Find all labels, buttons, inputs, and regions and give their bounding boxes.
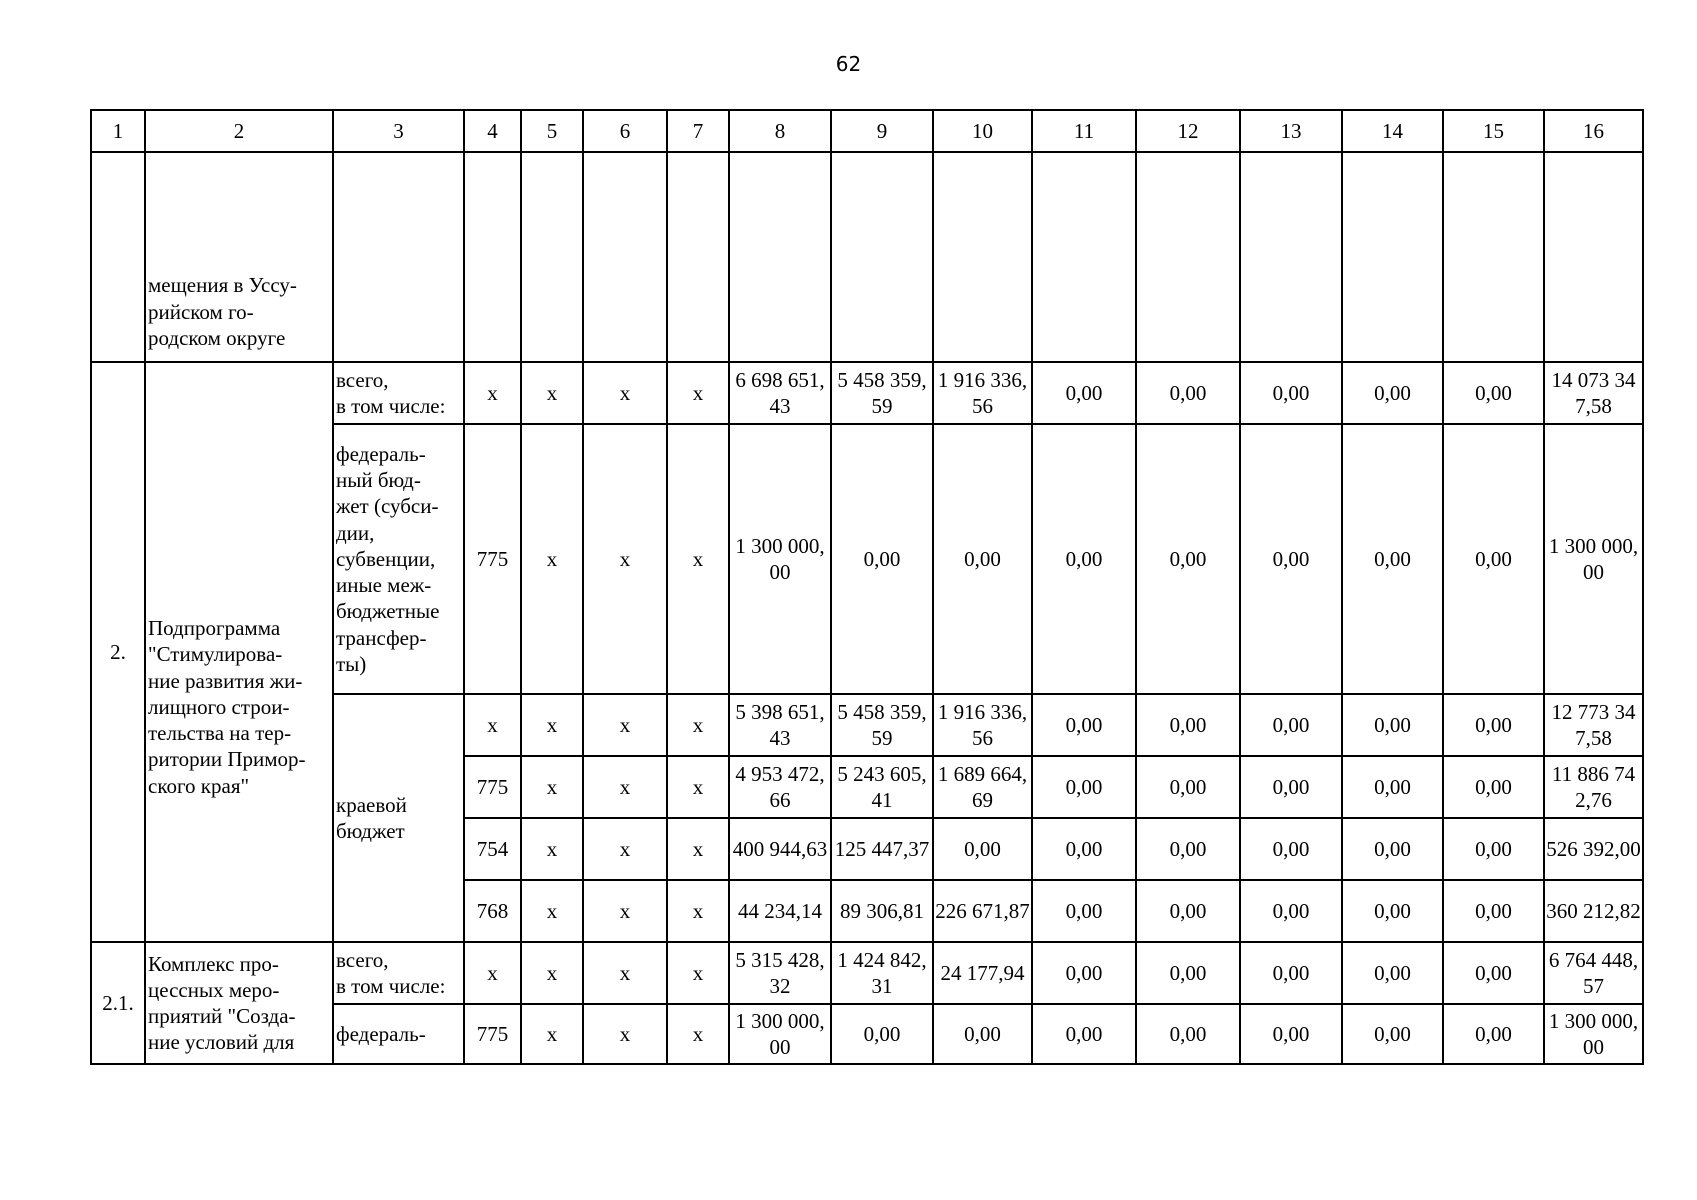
table-cell xyxy=(831,152,933,362)
amount-cell: 0,00 xyxy=(1032,942,1136,1004)
amount-cell: 5 398 651,43 xyxy=(729,694,831,756)
header-cell: 8 xyxy=(729,110,831,152)
table-cell: х xyxy=(521,880,583,942)
table-cell xyxy=(729,152,831,362)
table-row xyxy=(91,942,1643,1004)
table-row xyxy=(91,362,1643,424)
amount-cell: 5 458 359,59 xyxy=(831,694,933,756)
amount-cell: 0,00 xyxy=(1032,756,1136,818)
table-cell xyxy=(464,152,521,362)
total-cell: 6 764 448,57 xyxy=(1544,942,1643,1004)
table-cell: х xyxy=(583,1004,667,1064)
amount-cell: 0,00 xyxy=(1240,756,1342,818)
amount-cell: 0,00 xyxy=(1342,942,1443,1004)
amount-cell: 0,00 xyxy=(1032,880,1136,942)
total-cell: 526 392,00 xyxy=(1544,818,1643,880)
amount-cell: 0,00 xyxy=(1136,362,1240,424)
funding-source-cell: федераль- xyxy=(333,1004,464,1064)
table-cell: х xyxy=(667,756,729,818)
amount-cell: 0,00 xyxy=(1342,424,1443,694)
amount-cell: 4 953 472,66 xyxy=(729,756,831,818)
table-cell: х xyxy=(464,362,521,424)
amount-cell: 0,00 xyxy=(1443,1004,1544,1064)
amount-cell: 5 458 359,59 xyxy=(831,362,933,424)
page-number: 62 xyxy=(835,52,862,76)
amount-cell: 89 306,81 xyxy=(831,880,933,942)
table-cell xyxy=(933,152,1032,362)
amount-cell: 0,00 xyxy=(1342,880,1443,942)
table-cell: х xyxy=(521,424,583,694)
amount-cell: 0,00 xyxy=(1240,694,1342,756)
table-cell: х xyxy=(521,818,583,880)
header-cell: 2 xyxy=(145,110,333,152)
table-cell xyxy=(1342,152,1443,362)
funding-source-cell: всего, в том числе: xyxy=(333,362,464,424)
complex-name-cell: Комплекс про- цессных меро- приятий "Созда- ние условий для xyxy=(145,942,333,1064)
table-cell xyxy=(333,152,464,362)
amount-cell: 0,00 xyxy=(1443,880,1544,942)
row-number-cell: 2.1. xyxy=(91,942,145,1064)
amount-cell: 0,00 xyxy=(1136,942,1240,1004)
table-cell: х xyxy=(583,942,667,1004)
amount-cell: 0,00 xyxy=(1342,756,1443,818)
subprogram-name-cell: Подпрограмма "Стимулирова- ние развития жи- лищного строи- тельства на тер- ритории Примор- ского края" xyxy=(145,362,333,942)
amount-cell: 0,00 xyxy=(1342,362,1443,424)
amount-cell: 0,00 xyxy=(1032,694,1136,756)
table-cell: х xyxy=(583,880,667,942)
amount-cell: 0,00 xyxy=(1240,362,1342,424)
table-cell xyxy=(667,152,729,362)
table-cell: х xyxy=(583,756,667,818)
amount-cell: 0,00 xyxy=(1136,1004,1240,1064)
table-cell xyxy=(1544,152,1643,362)
amount-cell: 0,00 xyxy=(1240,880,1342,942)
amount-cell: 1 916 336,56 xyxy=(933,362,1032,424)
table-cell: х xyxy=(583,818,667,880)
header-cell: 13 xyxy=(1240,110,1342,152)
table-cell: х xyxy=(464,942,521,1004)
amount-cell: 0,00 xyxy=(1443,362,1544,424)
table-cell: х xyxy=(667,424,729,694)
table-cell: х xyxy=(667,880,729,942)
total-cell: 360 212,82 xyxy=(1544,880,1643,942)
amount-cell: 0,00 xyxy=(1443,756,1544,818)
table-cell: х xyxy=(667,818,729,880)
amount-cell: 0,00 xyxy=(831,424,933,694)
table-cell xyxy=(91,152,145,362)
amount-cell: 125 447,37 xyxy=(831,818,933,880)
amount-cell: 0,00 xyxy=(1443,694,1544,756)
amount-cell: 0,00 xyxy=(1443,424,1544,694)
amount-cell: 0,00 xyxy=(933,1004,1032,1064)
amount-cell: 24 177,94 xyxy=(933,942,1032,1004)
amount-cell: 0,00 xyxy=(933,818,1032,880)
amount-cell: 5 315 428,32 xyxy=(729,942,831,1004)
header-cell: 4 xyxy=(464,110,521,152)
table-cell xyxy=(521,152,583,362)
amount-cell: 0,00 xyxy=(831,1004,933,1064)
amount-cell: 0,00 xyxy=(1240,942,1342,1004)
table-cell xyxy=(1136,152,1240,362)
funding-source-cell: федераль- ный бюд- жет (субси- дии, субвенции, иные меж- бюджетные трансфер- ты) xyxy=(333,424,464,694)
amount-cell: 0,00 xyxy=(1032,818,1136,880)
row-number-cell: 2. xyxy=(91,362,145,942)
header-cell: 11 xyxy=(1032,110,1136,152)
amount-cell: 0,00 xyxy=(1032,362,1136,424)
table-cell: х xyxy=(583,424,667,694)
table-cell xyxy=(1443,152,1544,362)
amount-cell: 226 671,87 xyxy=(933,880,1032,942)
amount-cell: 0,00 xyxy=(1032,424,1136,694)
amount-cell: 0,00 xyxy=(1342,818,1443,880)
amount-cell: 0,00 xyxy=(1240,424,1342,694)
table-cell xyxy=(1032,152,1136,362)
header-cell: 6 xyxy=(583,110,667,152)
table-cell: 775 xyxy=(464,424,521,694)
table-cell xyxy=(1240,152,1342,362)
total-cell: 12 773 347,58 xyxy=(1544,694,1643,756)
header-cell: 3 xyxy=(333,110,464,152)
total-cell: 1 300 000,00 xyxy=(1544,1004,1643,1064)
table-cell: х xyxy=(521,756,583,818)
amount-cell: 6 698 651,43 xyxy=(729,362,831,424)
table-cell: х xyxy=(667,1004,729,1064)
amount-cell: 0,00 xyxy=(1443,942,1544,1004)
table-cell: х xyxy=(521,362,583,424)
amount-cell: 1 300 000,00 xyxy=(729,1004,831,1064)
header-cell: 14 xyxy=(1342,110,1443,152)
table-cell: 754 xyxy=(464,818,521,880)
amount-cell: 5 243 605,41 xyxy=(831,756,933,818)
table-cell: х xyxy=(521,694,583,756)
budget-table xyxy=(90,109,1644,1065)
table-cell xyxy=(583,152,667,362)
amount-cell: 0,00 xyxy=(1136,818,1240,880)
amount-cell: 0,00 xyxy=(1136,880,1240,942)
table-cell: 775 xyxy=(464,1004,521,1064)
amount-cell: 44 234,14 xyxy=(729,880,831,942)
total-cell: 14 073 347,58 xyxy=(1544,362,1643,424)
table-cell: х xyxy=(521,942,583,1004)
table-cell: х xyxy=(667,694,729,756)
amount-cell: 0,00 xyxy=(1342,1004,1443,1064)
amount-cell: 0,00 xyxy=(933,424,1032,694)
table-cell: х xyxy=(667,362,729,424)
amount-cell: 0,00 xyxy=(1240,1004,1342,1064)
table-cell: х xyxy=(464,694,521,756)
table-header-row xyxy=(91,110,1643,152)
header-cell: 16 xyxy=(1544,110,1643,152)
header-cell: 7 xyxy=(667,110,729,152)
funding-source-cell: краевой бюджет xyxy=(333,694,464,942)
header-cell: 9 xyxy=(831,110,933,152)
amount-cell: 1 424 842,31 xyxy=(831,942,933,1004)
amount-cell: 0,00 xyxy=(1136,756,1240,818)
amount-cell: 0,00 xyxy=(1136,424,1240,694)
amount-cell: 0,00 xyxy=(1342,694,1443,756)
table-cell: 775 xyxy=(464,756,521,818)
table-cell: х xyxy=(583,694,667,756)
amount-cell: 400 944,63 xyxy=(729,818,831,880)
amount-cell: 0,00 xyxy=(1443,818,1544,880)
header-cell: 15 xyxy=(1443,110,1544,152)
amount-cell: 0,00 xyxy=(1032,1004,1136,1064)
program-name-cell: мещения в Уссу- рийском го- родском округе xyxy=(145,152,333,362)
header-cell: 1 xyxy=(91,110,145,152)
amount-cell: 1 916 336,56 xyxy=(933,694,1032,756)
total-cell: 1 300 000,00 xyxy=(1544,424,1643,694)
table-cell: 768 xyxy=(464,880,521,942)
amount-cell: 1 689 664,69 xyxy=(933,756,1032,818)
table-row xyxy=(91,152,1643,362)
table-cell: х xyxy=(583,362,667,424)
table-cell: х xyxy=(667,942,729,1004)
amount-cell: 0,00 xyxy=(1240,818,1342,880)
amount-cell: 1 300 000,00 xyxy=(729,424,831,694)
table-cell: х xyxy=(521,1004,583,1064)
header-cell: 12 xyxy=(1136,110,1240,152)
header-cell: 10 xyxy=(933,110,1032,152)
funding-source-cell: всего, в том числе: xyxy=(333,942,464,1004)
header-cell: 5 xyxy=(521,110,583,152)
total-cell: 11 886 742,76 xyxy=(1544,756,1643,818)
amount-cell: 0,00 xyxy=(1136,694,1240,756)
